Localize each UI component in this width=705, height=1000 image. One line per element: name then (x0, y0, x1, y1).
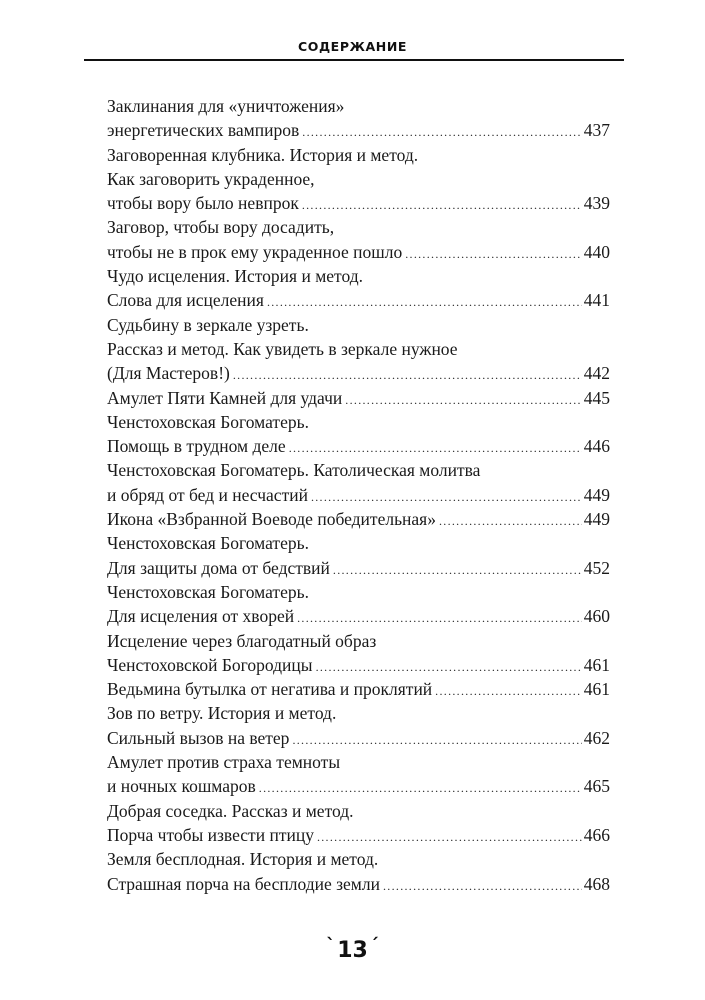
toc-entry-title: Чудо исцеления. История и метод. (107, 266, 363, 287)
toc-entry (107, 677, 610, 701)
toc-entry-title: Как заговорить украденное, (107, 168, 315, 189)
toc-entry-title: Земля бесплодная. История и метод. (107, 849, 379, 870)
toc-entry-title: чтобы не в прок ему украденное пошло (107, 241, 403, 262)
dot-leader (383, 874, 582, 898)
dot-leader (267, 290, 582, 314)
dot-leader (435, 679, 582, 703)
dot-leader (259, 776, 582, 800)
dot-leader (292, 728, 581, 752)
toc-entry (107, 434, 610, 458)
toc-entry-page: 449 (583, 509, 610, 530)
toc-entry-title: Страшная порча на бесплодие земли (107, 873, 380, 894)
toc-entry (107, 726, 610, 750)
toc-entry (107, 653, 610, 677)
toc-entry-page: 437 (583, 120, 610, 141)
dot-leader (439, 509, 582, 533)
toc-entry (107, 580, 610, 604)
toc-entry-title: чтобы вору было невпрок (107, 193, 299, 214)
toc-entry-page: 445 (583, 387, 610, 408)
toc-entry-title: энергетических вампиров (107, 120, 300, 141)
toc-entry (107, 531, 610, 555)
toc-entry-page: 461 (583, 654, 610, 675)
toc-entry (107, 313, 610, 337)
toc-entry-page: 439 (583, 193, 610, 214)
toc-entry (107, 215, 610, 239)
toc-entry-title: Добрая соседка. Рассказ и метод. (107, 800, 354, 821)
toc-entry-title: и обряд от бед и несчастий (107, 484, 308, 505)
toc-entry (107, 240, 610, 264)
toc-entry-title: Амулет против страха темноты (107, 752, 341, 773)
toc-entry-page: 442 (583, 363, 610, 384)
toc-entry (107, 799, 610, 823)
toc-entry-page: 465 (583, 776, 610, 797)
toc-entry-page: 460 (583, 606, 610, 627)
page-number-footer (0, 935, 705, 963)
toc-entry-page: 446 (583, 436, 610, 457)
toc-entry-title: Исцеление через благодатный образ (107, 630, 377, 651)
toc-entry-title: Рассказ и метод. Как увидеть в зеркале нужное (107, 338, 458, 359)
toc-entry-title: и ночных кошмаров (107, 776, 256, 797)
toc-entry-page: 468 (583, 873, 610, 894)
toc-entry (107, 118, 610, 142)
toc-entry (107, 604, 610, 628)
toc-entry (107, 458, 610, 482)
dot-leader (317, 825, 582, 849)
toc-entry-title: Ченстоховской Богородицы (107, 654, 313, 675)
table-of-contents (107, 94, 610, 896)
toc-entry-page: 462 (583, 727, 610, 748)
toc-entry-page: 466 (583, 824, 610, 845)
toc-entry (107, 94, 610, 118)
toc-entry-page: 449 (583, 484, 610, 505)
dot-leader (297, 606, 582, 630)
dot-leader (345, 388, 581, 412)
toc-entry-title: Ченстоховская Богоматерь. (107, 533, 309, 554)
toc-entry-title: Зов по ветру. История и метод. (107, 703, 337, 724)
toc-entry (107, 264, 610, 288)
page-number: 13 (337, 938, 368, 963)
toc-entry-title: Помощь в трудном деле (107, 436, 286, 457)
toc-entry (107, 386, 610, 410)
toc-entry (107, 483, 610, 507)
toc-entry-title: Ченстоховская Богоматерь. (107, 411, 309, 432)
toc-entry-title: Икона «Взбранной Воеводе победительная» (107, 509, 436, 530)
toc-entry-page: 452 (583, 557, 610, 578)
toc-entry (107, 701, 610, 725)
toc-entry (107, 823, 610, 847)
toc-entry (107, 337, 610, 361)
toc-entry (107, 750, 610, 774)
toc-entry (107, 361, 610, 385)
toc-entry-title: Заговор, чтобы вору досадить, (107, 217, 335, 238)
toc-entry-page: 461 (583, 679, 610, 700)
toc-entry (107, 872, 610, 896)
toc-entry (107, 556, 610, 580)
toc-entry-title: Судьбину в зеркале узреть. (107, 314, 309, 335)
dot-leader (289, 436, 582, 460)
dot-leader (316, 655, 582, 679)
toc-entry-title: Для защиты дома от бедствий (107, 557, 330, 578)
dot-leader (302, 193, 582, 217)
toc-entry (107, 143, 610, 167)
toc-entry-page: 440 (583, 241, 610, 262)
toc-entry (107, 774, 610, 798)
dot-leader (302, 120, 581, 144)
toc-entry-title: Заговоренная клубника. История и метод. (107, 144, 419, 165)
toc-entry-title: Сильный вызов на ветер (107, 727, 290, 748)
toc-entry (107, 167, 610, 191)
toc-entry (107, 191, 610, 215)
toc-entry (107, 410, 610, 434)
toc-entry-title: Ченстоховская Богоматерь. (107, 581, 309, 602)
toc-entry (107, 288, 610, 312)
dot-leader (405, 242, 582, 266)
toc-entry-page: 441 (583, 290, 610, 311)
toc-entry-title: Для исцеления от хворей (107, 606, 295, 627)
ornament-right: ´ (369, 935, 379, 956)
dot-leader (333, 558, 582, 582)
toc-entry-title: Амулет Пяти Камней для удачи (107, 387, 343, 408)
dot-leader (233, 363, 582, 387)
ornament-left: ` (326, 935, 336, 956)
toc-entry-title: Слова для исцеления (107, 290, 264, 311)
running-header: СОДЕРЖАНИЕ (297, 39, 408, 54)
toc-entry-title: Ченстоховская Богоматерь. Католическая молитва (107, 460, 481, 481)
header-rule (84, 59, 624, 61)
toc-entry-title: (Для Мастеров!) (107, 363, 230, 384)
toc-entry (107, 507, 610, 531)
toc-entry-title: Заклинания для «уничтожения» (107, 96, 345, 116)
toc-entry-title: Ведьмина бутылка от негатива и проклятий (107, 679, 433, 700)
toc-entry (107, 629, 610, 653)
toc-entry-title: Порча чтобы извести птицу (107, 824, 314, 845)
dot-leader (311, 485, 582, 509)
toc-entry (107, 847, 610, 871)
